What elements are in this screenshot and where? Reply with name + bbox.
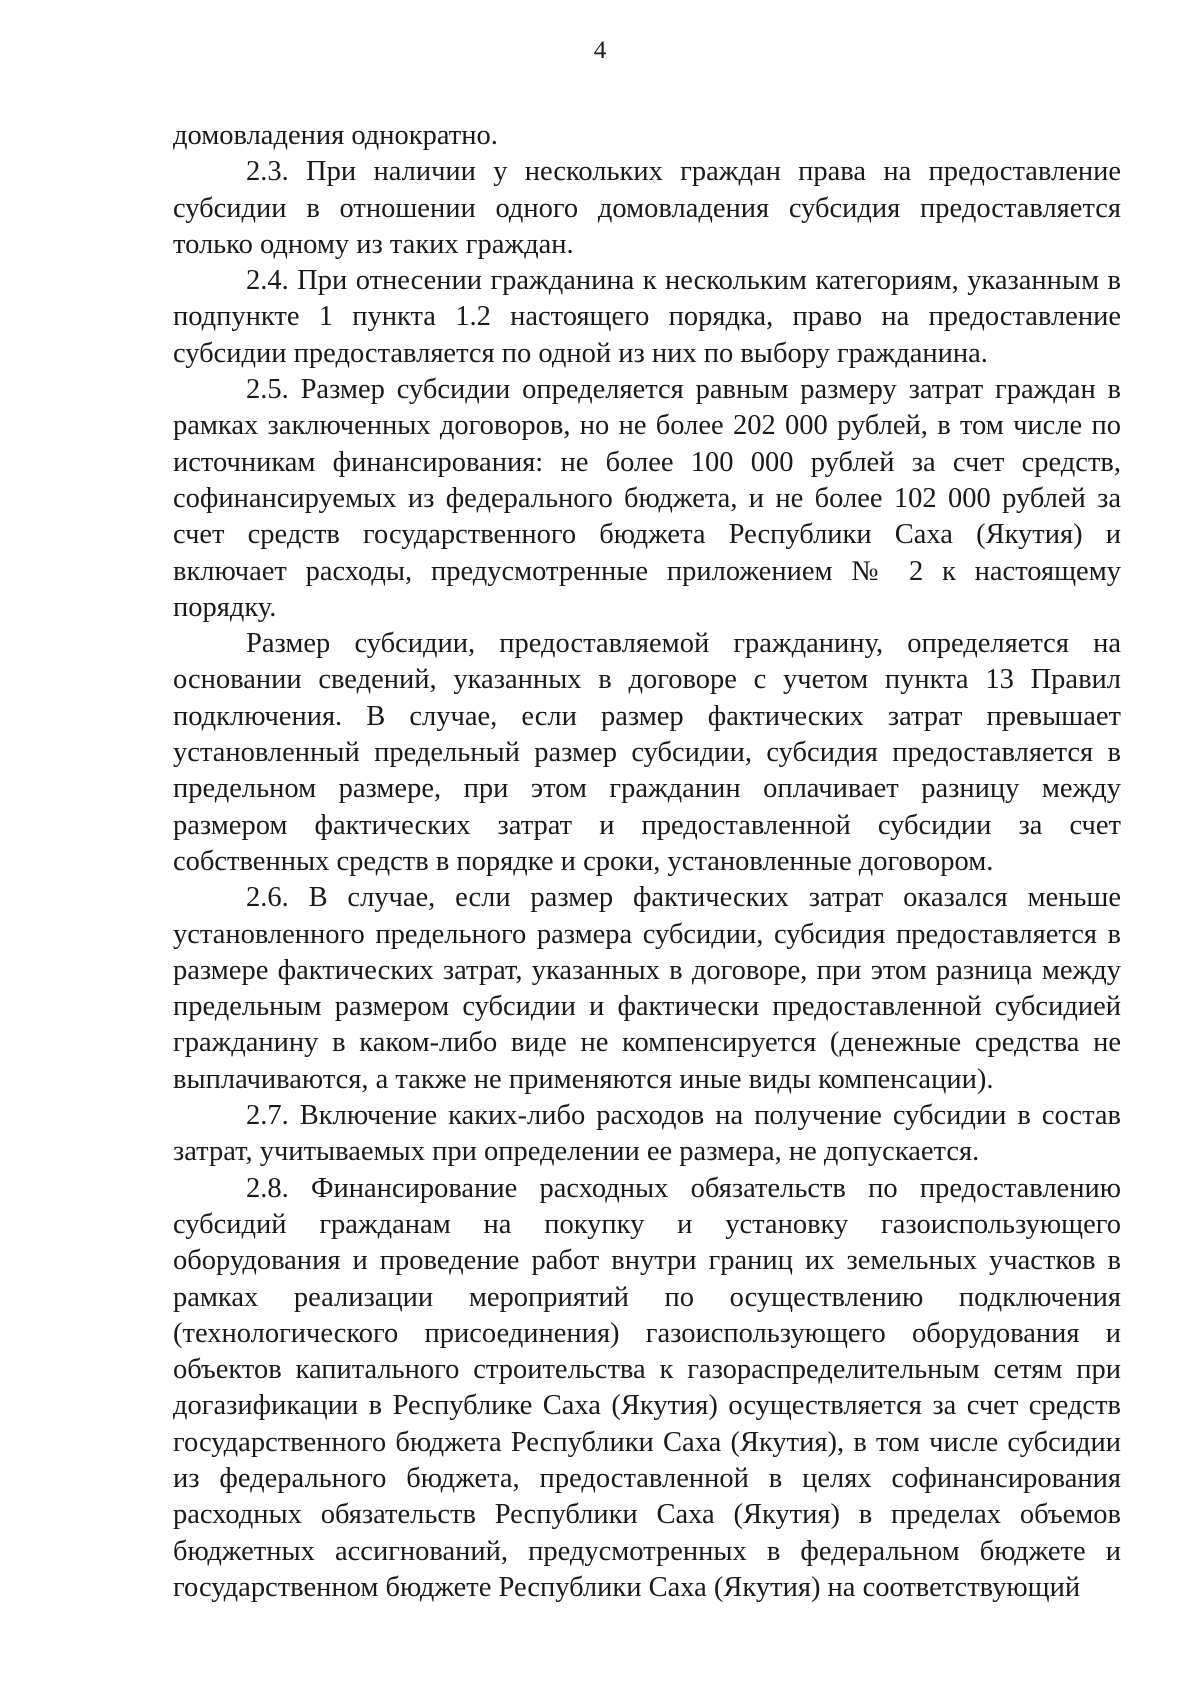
paragraph-continuation: домовладения однократно. [173, 120, 498, 151]
document-body [173, 118, 1121, 1606]
paragraph-clause-2-5: 2.5. Размер субсидии определяется равным размеру затрат граждан в рамках заключенных договоров, но не более 202 000 рублей, в том числе по источникам финансирования: не более 100 000 рублей за счет средств, софинансируемых из федерального бюджета, и не более 102 000 рублей за счет средств государственного бюджета Республики Саха (Якутия) и включает расходы, предусмотренные приложением № 2 к настоящему порядку. [173, 374, 1121, 623]
paragraph-clause-2-5-b: Размер субсидии, предоставляемой гражданину, определяется на основании сведений, указанных в договоре с учетом пункта 13 Правил подключения. В случае, если размер фактических затрат превышает установленный предельный размер субсидии, субсидия предоставляется в предельном размере, при этом гражданин оплачивает разницу между размером фактических затрат и предоставленной субсидии за счет собственных средств в порядке и сроки, установленные договором. [173, 628, 1121, 877]
page-number: 4 [593, 37, 607, 64]
paragraph-clause-2-6: 2.6. В случае, если размер фактических затрат оказался меньше установленного предельного размера субсидии, субсидия предоставляется в размере фактических затрат, указанных в договоре, при этом разница между предельным размером субсидии и фактически предоставленной субсидией гражданину в каком-либо виде не компенсируется (денежные средства не выплачиваются, а также не применяются иные виды компенсации). [173, 882, 1121, 1095]
paragraph-clause-2-3: 2.3. При наличии у нескольких граждан права на предоставление субсидии в отношении одного домовладения субсидия предоставляется только одному из таких граждан. [173, 156, 1121, 260]
paragraph-clause-2-7: 2.7. Включение каких-либо расходов на получение субсидии в состав затрат, учитываемых при определении ее размера, не допускается. [173, 1100, 1121, 1168]
paragraph-clause-2-8: 2.8. Финансирование расходных обязательств по предоставлению субсидий гражданам на покупку и установку газоиспользующего оборудования и проведение работ внутри границ их земельных участков в рамках реализации мероприятий по осуществлению подключения (технологического присоединения) газоиспользующего оборудования и объектов капитального строительства к газораспределительным сетям при догазификации в Республике Саха (Якутия) осуществляется за счет средств государственного бюджета Республики Саха (Якутия), в том числе субсидии из федерального бюджета, предоставленной в целях софинансирования расходных обязательств Республики Саха (Якутия) в пределах объемов бюджетных ассигнований, предусмотренных в федеральном бюджете и государственном бюджете Республики Саха (Якутия) на соответствующий [173, 1172, 1121, 1603]
paragraph-clause-2-4: 2.4. При отнесении гражданина к нескольким категориям, указанным в подпункте 1 пункта 1.2 настоящего порядка, право на предоставление субсидии предоставляется по одной из них по выбору гражданина. [173, 265, 1121, 369]
